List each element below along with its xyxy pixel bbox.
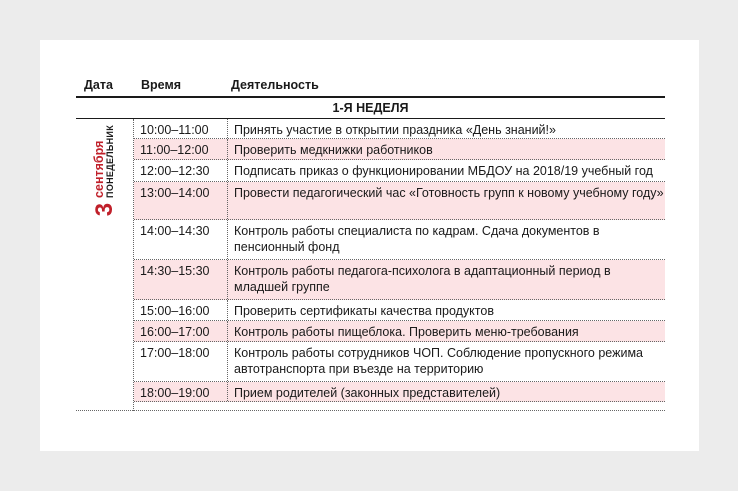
day-cell xyxy=(76,119,133,411)
document-page xyxy=(40,40,699,451)
row-activity: Контроль работы специалиста по кадрам. Сдача документов в пенсионный фонд xyxy=(234,224,600,254)
row-activity: Контроль работы сотрудников ЧОП. Соблюдение пропускного режима автотранспорта при въезде на территорию xyxy=(234,346,643,376)
row-activity: Контроль работы пищеблока. Проверить меню-требования xyxy=(234,325,579,339)
row-time: 14:30–15:30 xyxy=(140,264,210,278)
schedule-rows xyxy=(134,119,665,402)
header-activity: Деятельность xyxy=(231,78,319,92)
table-row xyxy=(134,300,665,321)
table-row xyxy=(134,182,665,220)
table-row xyxy=(134,139,665,160)
row-time: 14:00–14:30 xyxy=(140,224,210,238)
table-row xyxy=(134,321,665,342)
day-number: 3 xyxy=(90,202,118,217)
row-time: 12:00–12:30 xyxy=(140,164,210,178)
day-weekday: ПОНЕДЕЛЬНИК xyxy=(105,125,116,198)
row-time: 11:00–12:00 xyxy=(140,143,209,157)
week-title: 1-Я НЕДЕЛЯ xyxy=(332,101,409,115)
row-activity: Проверить сертификаты качества продуктов xyxy=(234,304,494,318)
header-time: Время xyxy=(141,78,181,92)
table-row xyxy=(134,260,665,300)
row-time: 16:00–17:00 xyxy=(140,325,210,339)
row-time: 13:00–14:00 xyxy=(140,186,210,200)
table-row xyxy=(134,342,665,382)
day-month: сентября xyxy=(92,140,107,198)
table-row xyxy=(134,119,665,139)
row-time: 17:00–18:00 xyxy=(140,346,210,360)
row-time: 15:00–16:00 xyxy=(140,304,210,318)
table-row xyxy=(134,220,665,260)
row-time: 18:00–19:00 xyxy=(140,386,210,400)
row-activity: Контроль работы педагога-психолога в адаптационный период в младшей группе xyxy=(234,264,611,294)
header-date: Дата xyxy=(84,78,113,92)
table-row xyxy=(134,160,665,182)
row-activity: Прием родителей (законных представителей) xyxy=(234,386,501,400)
row-activity: Подписать приказ о функционировании МБДОУ на 2018/19 учебный год xyxy=(234,164,653,178)
table-row xyxy=(134,382,665,402)
row-activity: Принять участие в открытии праздника «День знаний!» xyxy=(234,123,556,137)
table-bottom-rule xyxy=(76,410,665,411)
row-time: 10:00–11:00 xyxy=(140,123,209,137)
row-activity: Проверить медкнижки работников xyxy=(234,143,433,157)
table-header xyxy=(76,78,665,94)
row-activity: Провести педагогический час «Готовность групп к новому учебному году» xyxy=(234,186,664,200)
